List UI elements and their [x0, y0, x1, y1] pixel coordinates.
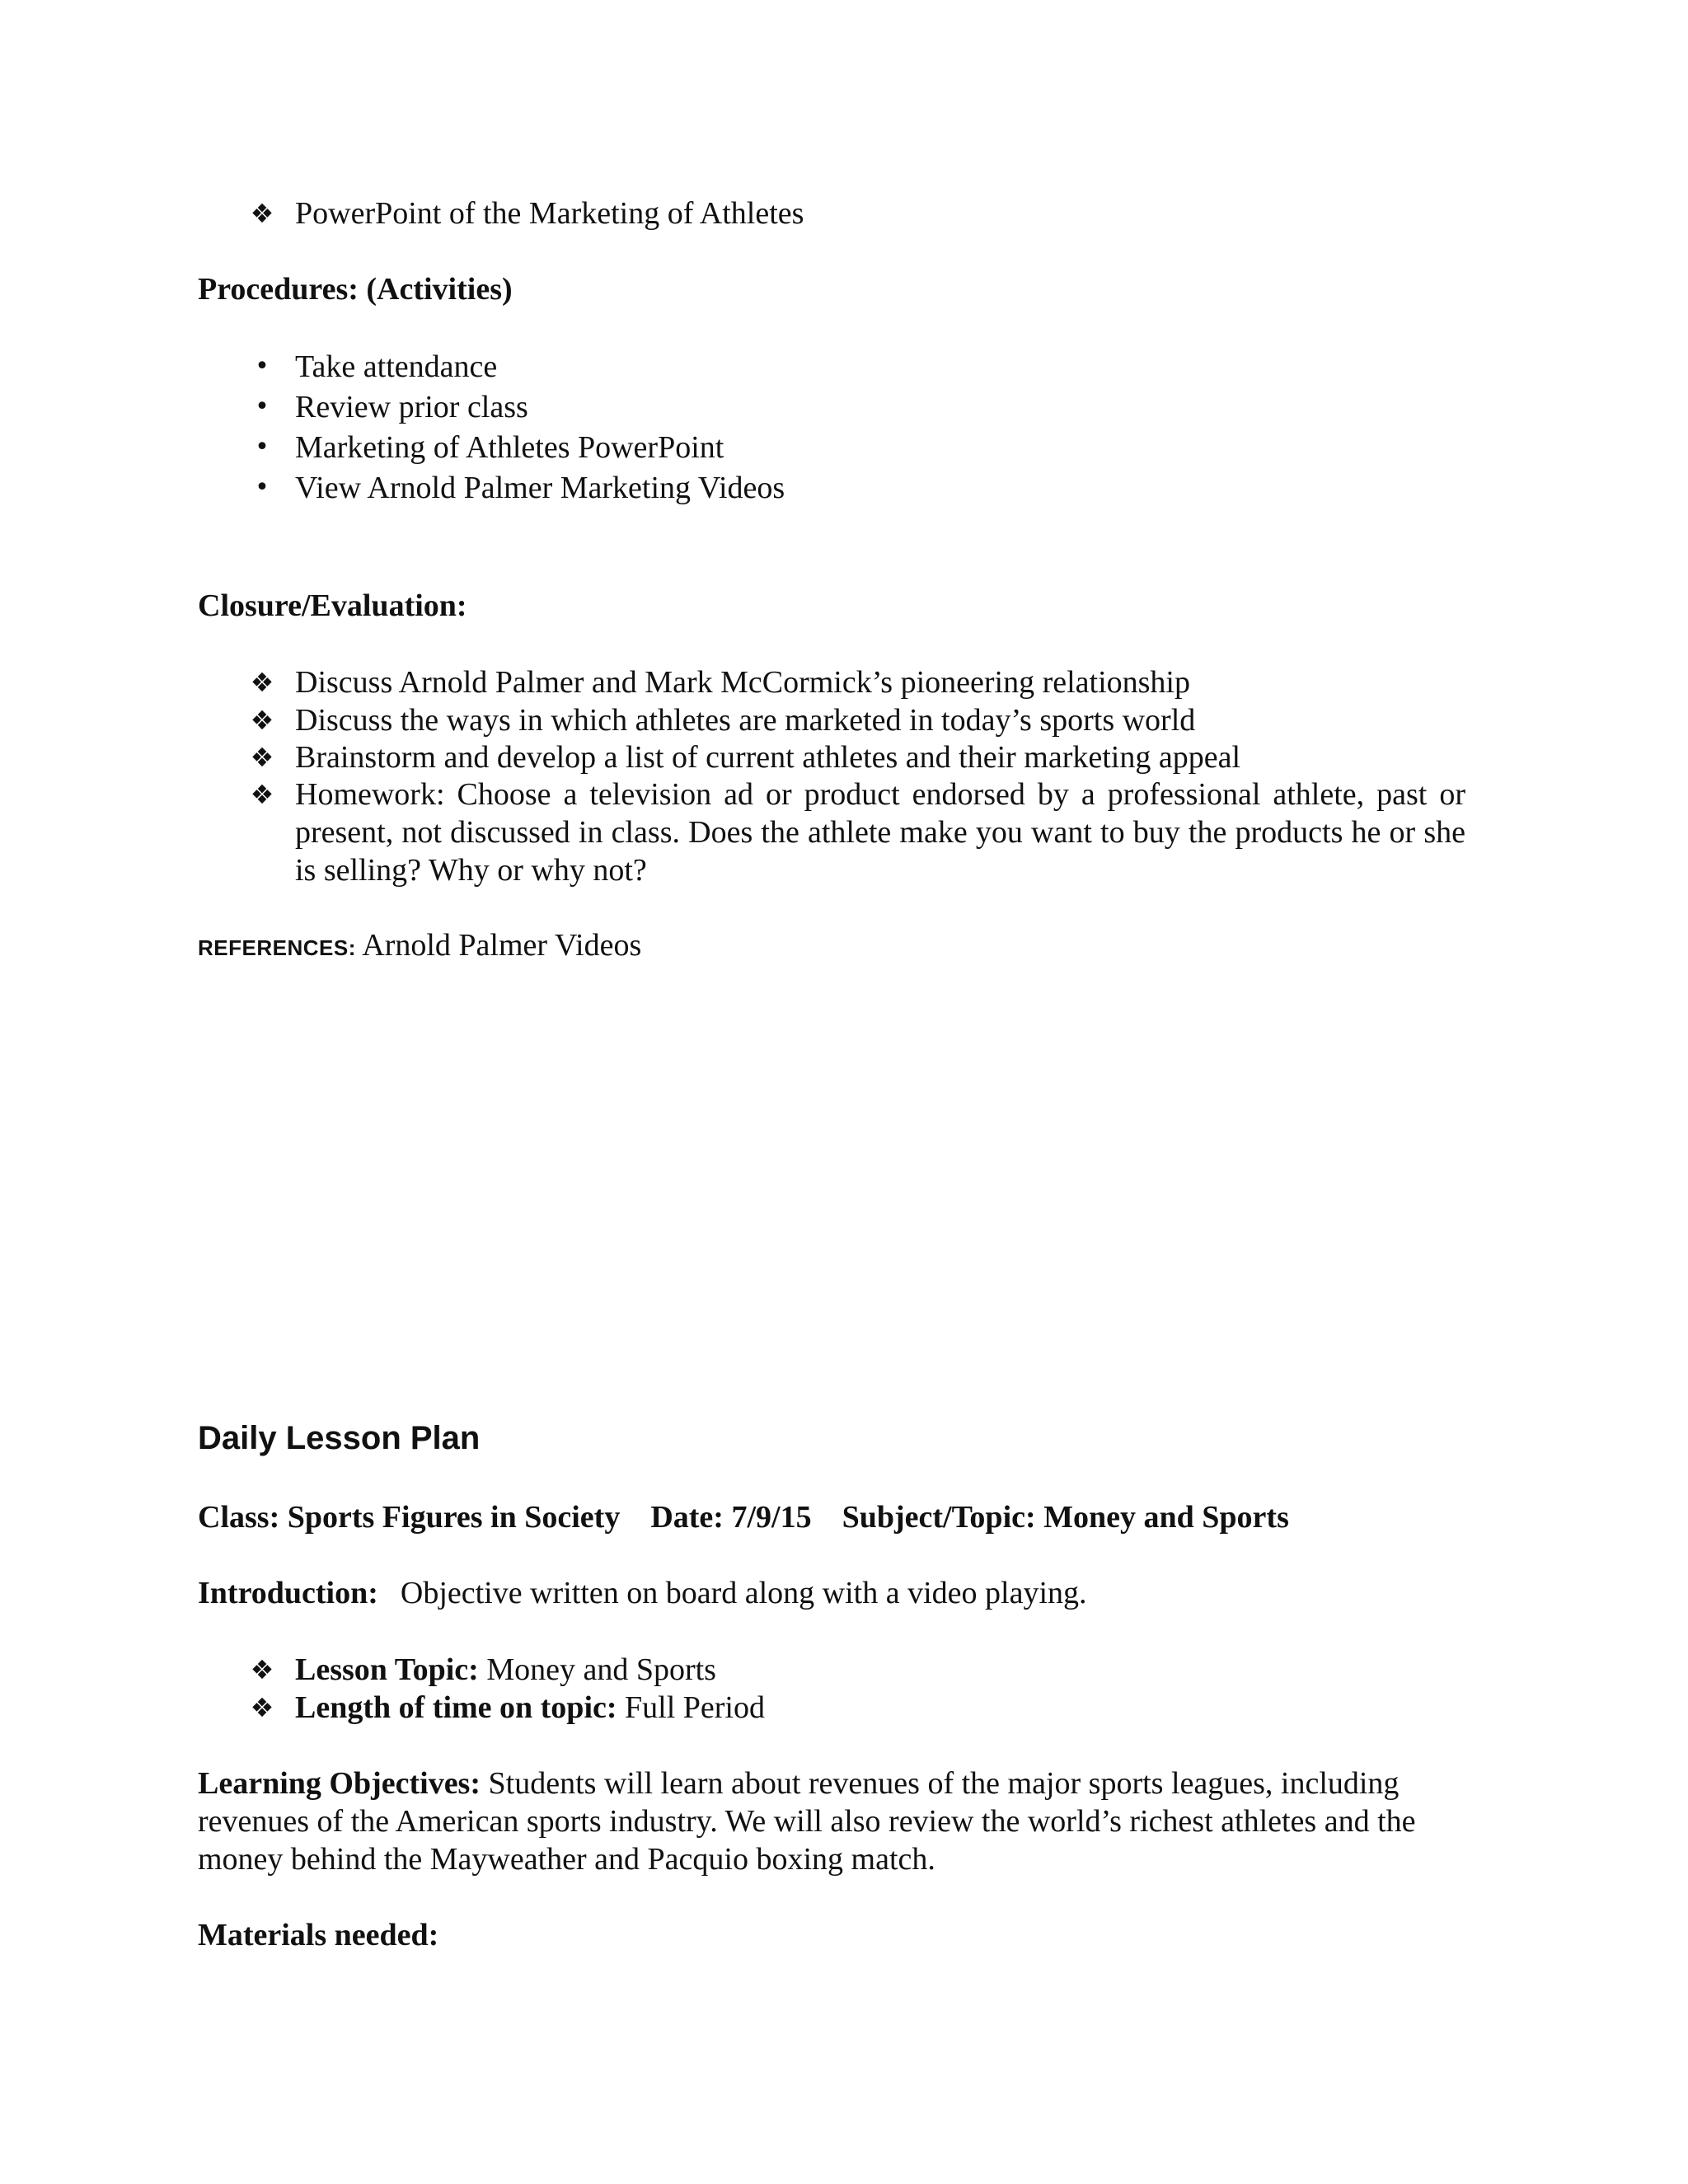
subject-value: Money and Sports: [1043, 1500, 1289, 1535]
introduction-text: Objective written on board along with a video playing.: [400, 1576, 1087, 1610]
materials-heading: Materials needed:: [198, 1918, 439, 1952]
list-item-text: Marketing of Athletes PowerPoint: [295, 430, 724, 465]
class-value: Sports Figures in Society: [287, 1500, 621, 1535]
list-item-text: [295, 1689, 765, 1727]
references-label: REFERENCES:: [198, 935, 356, 960]
objectives-text: Students will learn about revenues of the major sports leagues, including revenues of the American sports industry. We will also review the world’s richest athletes and the money behind the Mayweather and Pacquio boxing match.: [198, 1766, 1416, 1877]
four-diamond-bullet-icon: ❖: [250, 779, 274, 810]
date-label: Date:: [650, 1500, 724, 1535]
references-line: [198, 926, 641, 967]
round-bullet-icon: •: [255, 392, 270, 421]
four-diamond-bullet-icon: ❖: [250, 667, 274, 698]
list-item-text: Brainstorm and develop a list of current athletes and their marketing appeal: [295, 740, 1240, 775]
list-item-text: Discuss Arnold Palmer and Mark McCormick’s pioneering relationship: [295, 665, 1190, 700]
class-label: Class:: [198, 1500, 280, 1535]
homework-label: Homework:: [295, 777, 445, 812]
list-item-text: Discuss the ways in which athletes are marketed in today’s sports world: [295, 703, 1196, 738]
references-text: Arnold Palmer Videos: [362, 928, 642, 963]
length-label: Length of time on topic:: [295, 1690, 617, 1725]
list-item-text: Take attendance: [295, 349, 498, 384]
round-bullet-icon: •: [255, 473, 270, 502]
lesson-topic-value: Money and Sports: [486, 1652, 716, 1687]
closure-heading: Closure/Evaluation:: [198, 588, 467, 623]
procedures-heading: Procedures: (Activities): [198, 272, 513, 307]
four-diamond-bullet-icon: ❖: [250, 1654, 274, 1685]
list-item-text: View Arnold Palmer Marketing Videos: [295, 471, 785, 505]
length-value: Full Period: [625, 1690, 765, 1725]
homework-body: Choose a television ad or product endorsed by a professional athlete, past or present, not discussed in class. Does the athlete make you want to buy the products he or she is selling? Why or why not?: [295, 777, 1465, 888]
subject-label: Subject/Topic:: [842, 1500, 1036, 1535]
round-bullet-icon: •: [255, 352, 270, 381]
list-item-text: [295, 1651, 716, 1689]
four-diamond-bullet-icon: ❖: [250, 1692, 274, 1723]
four-diamond-bullet-icon: ❖: [250, 742, 274, 773]
page-title: Daily Lesson Plan: [198, 1420, 481, 1456]
lesson-topic-label: Lesson Topic:: [295, 1652, 479, 1687]
list-item-text: PowerPoint of the Marketing of Athletes: [295, 196, 804, 231]
four-diamond-bullet-icon: ❖: [250, 198, 274, 229]
list-item-text: Review prior class: [295, 390, 528, 424]
class-line: [198, 1498, 1289, 1536]
objectives-label: Learning Objectives:: [198, 1766, 481, 1801]
four-diamond-bullet-icon: ❖: [250, 705, 274, 736]
date-value: 7/9/15: [731, 1500, 812, 1535]
learning-objectives: [198, 1765, 1451, 1878]
introduction-label: Introduction:: [198, 1576, 378, 1610]
homework-text: [295, 776, 1465, 889]
round-bullet-icon: •: [255, 433, 270, 462]
introduction-line: [198, 1574, 1087, 1612]
